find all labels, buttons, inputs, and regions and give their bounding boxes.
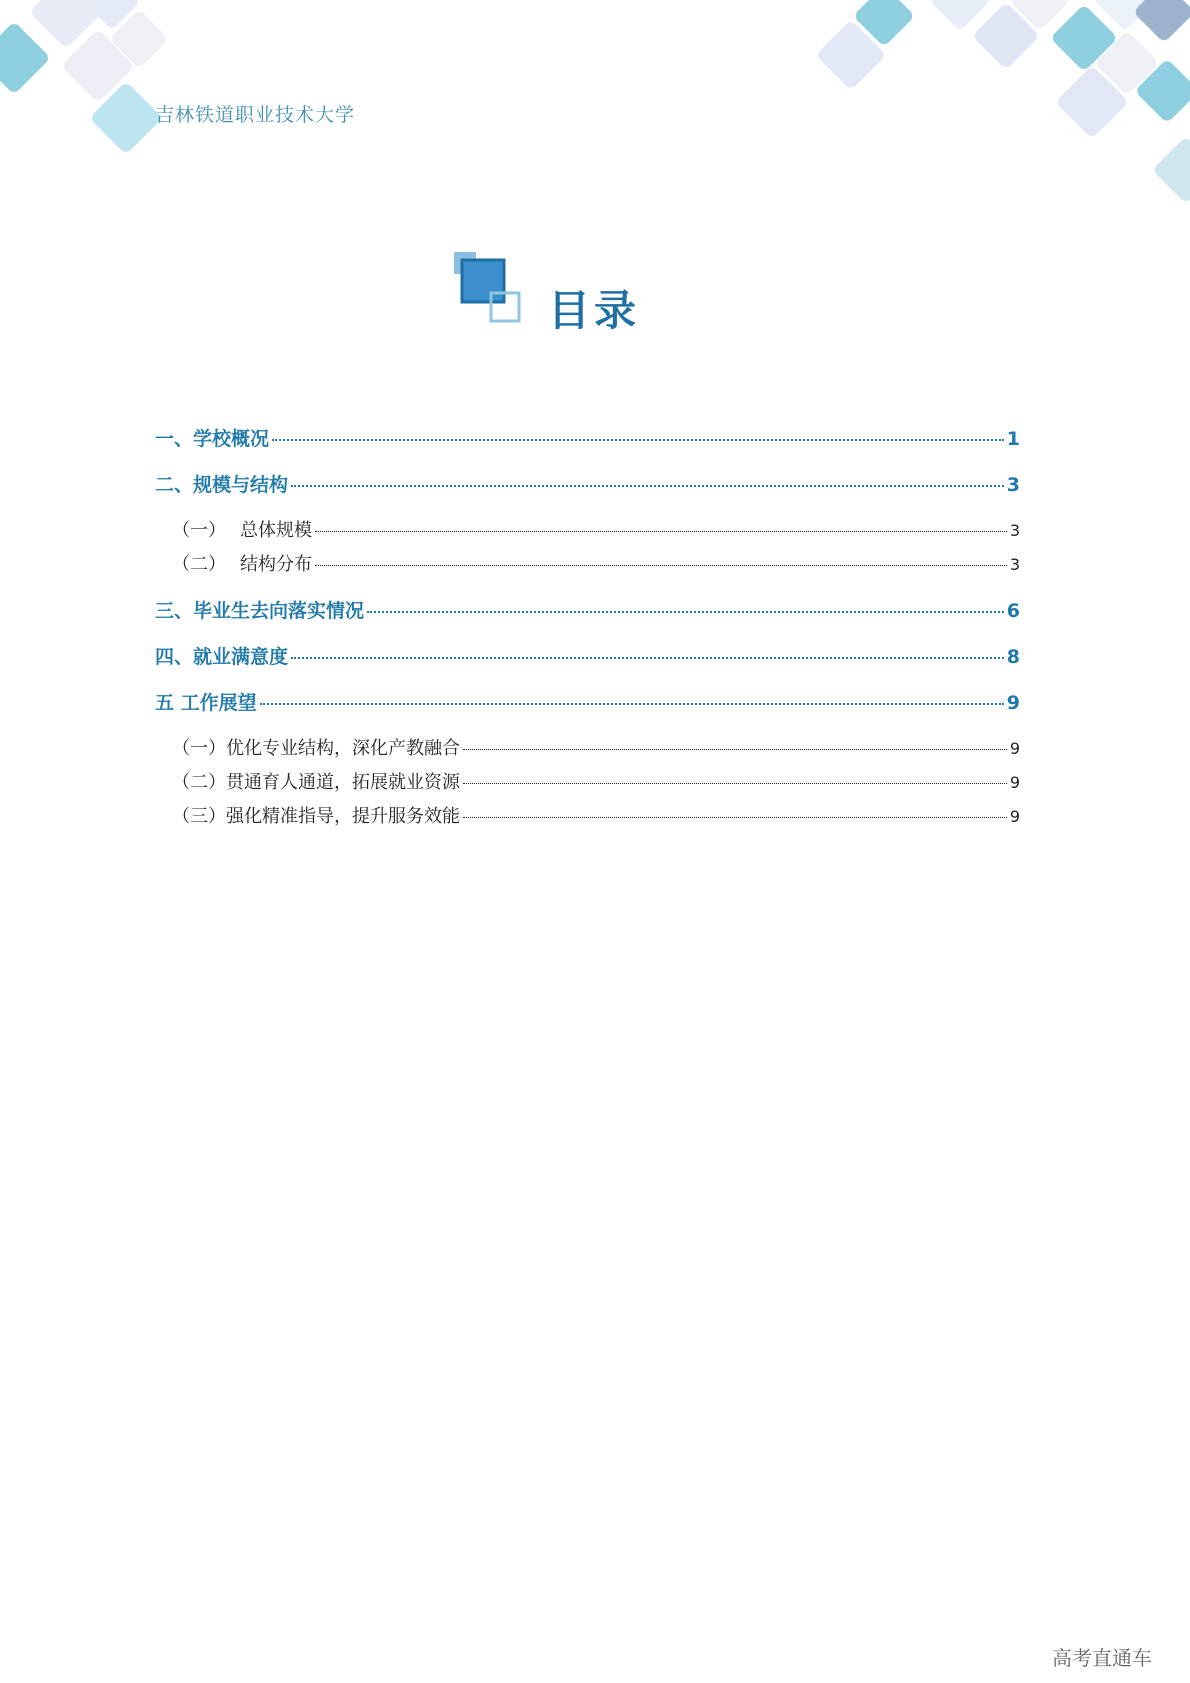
toc-entry-label: （一）优化专业结构，深化产教融合 — [172, 738, 460, 759]
dot-leader — [291, 485, 1004, 487]
dot-leader — [367, 611, 1004, 613]
page-title: 目录 — [548, 286, 641, 335]
decoration-square — [1152, 136, 1190, 204]
school-name-header: 吉林铁道职业技术大学 — [155, 104, 356, 126]
toc-entry-text: 结构分布 — [240, 554, 312, 575]
toc-entry-prefix: （二） — [172, 554, 226, 575]
toc-entry-label: 三、毕业生去向落实情况 — [155, 600, 365, 622]
toc-entry[interactable] — [155, 688, 1020, 715]
toc-subentry[interactable] — [155, 802, 1020, 828]
toc-subentry[interactable] — [155, 734, 1020, 760]
decoration-square — [0, 21, 51, 95]
title-squares-icon — [452, 250, 522, 326]
toc-entry-page: 3 — [1009, 555, 1020, 574]
toc-entry-page: 8 — [1006, 646, 1020, 668]
toc-entry[interactable] — [155, 424, 1020, 451]
watermark-text: 高考直通车 — [1052, 1646, 1152, 1670]
toc-entry-text: 总体规模 — [240, 520, 312, 541]
dot-leader — [463, 783, 1007, 784]
toc-entry-page: 9 — [1009, 807, 1020, 826]
toc-entry-label: 四、就业满意度 — [155, 646, 289, 668]
toc-entry[interactable] — [155, 642, 1020, 669]
toc-entry-page: 9 — [1009, 739, 1020, 758]
toc-entry-page: 1 — [1006, 428, 1020, 450]
dot-leader — [291, 657, 1004, 659]
toc-entry-page: 3 — [1009, 521, 1020, 540]
toc-entry-label: （三）强化精准指导，提升服务效能 — [172, 806, 460, 827]
dot-leader — [260, 703, 1004, 705]
toc-entry[interactable] — [155, 470, 1020, 497]
toc-entry-page: 9 — [1006, 692, 1020, 714]
dot-leader — [315, 531, 1007, 532]
toc-entry-label — [172, 516, 312, 542]
toc-title-block — [452, 250, 752, 340]
toc-entry-page: 6 — [1006, 600, 1020, 622]
toc-entry-label: 一、学校概况 — [155, 428, 270, 450]
toc-subentry[interactable] — [155, 550, 1020, 576]
dot-leader — [463, 817, 1007, 818]
toc-entry-label: 二、规模与结构 — [155, 474, 289, 496]
decoration-square — [1133, 0, 1190, 43]
toc-entry[interactable] — [155, 596, 1020, 623]
toc-entry-label — [172, 550, 312, 576]
toc-entry-page: 3 — [1006, 474, 1020, 496]
toc-subentry[interactable] — [155, 768, 1020, 794]
toc-subentry[interactable] — [155, 516, 1020, 542]
dot-leader — [463, 749, 1007, 750]
toc-entry-label: 五 工作展望 — [155, 692, 257, 714]
dot-leader — [315, 565, 1007, 566]
toc-entry-prefix: （一） — [172, 520, 226, 541]
dot-leader — [272, 439, 1004, 441]
toc-entry-page: 9 — [1009, 773, 1020, 792]
toc-entry-label: （二）贯通育人通道，拓展就业资源 — [172, 772, 460, 793]
